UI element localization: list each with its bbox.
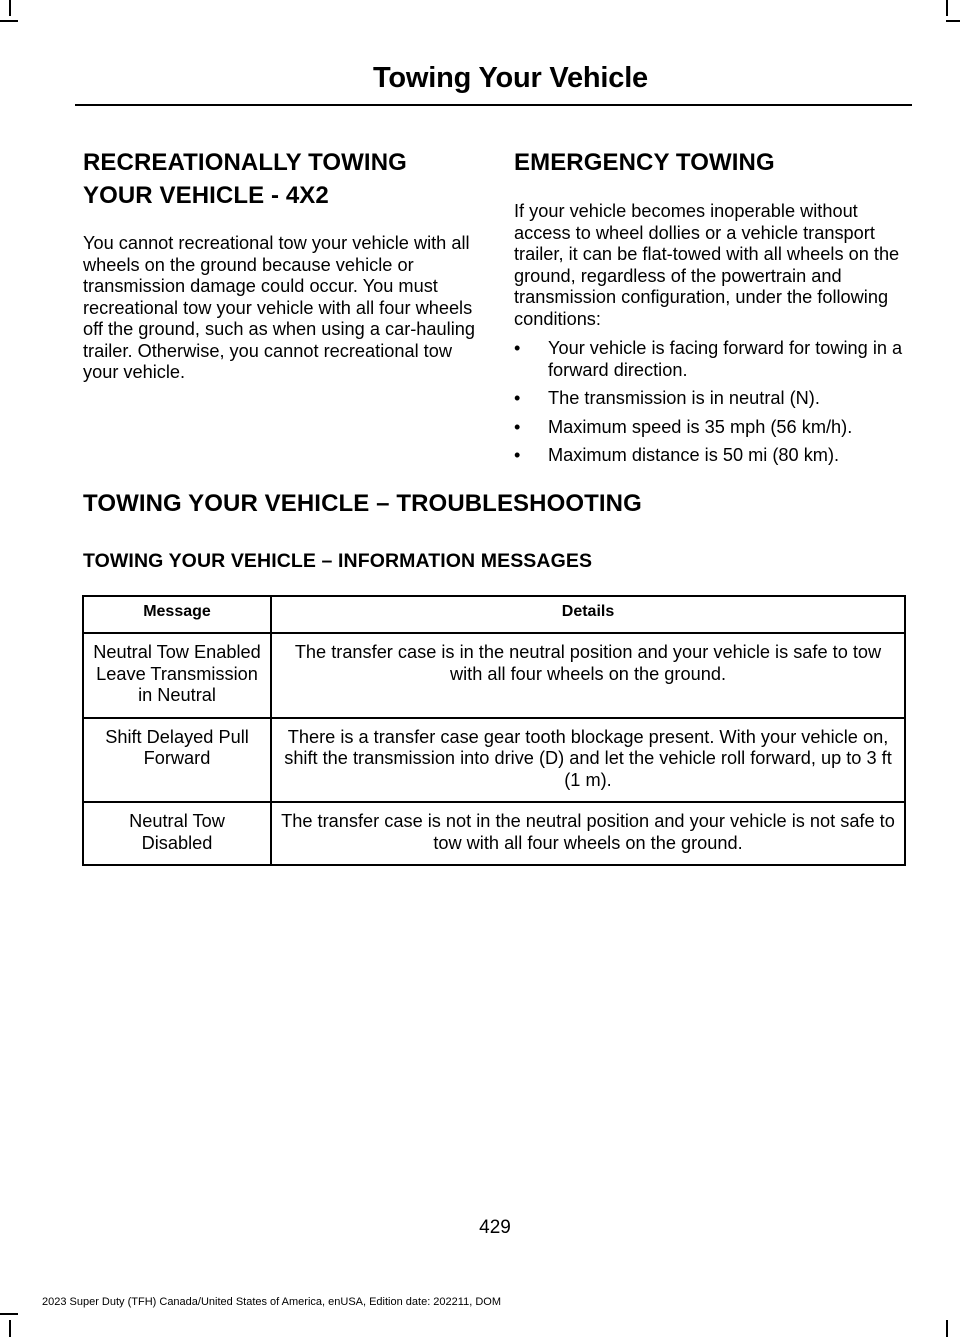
table-header-row: [83, 596, 905, 633]
table-row: [83, 633, 905, 718]
list-item: • Maximum distance is 50 mi (80 km).: [514, 445, 840, 465]
crop-mark: [0, 1313, 18, 1315]
section-paragraph: You cannot recreational tow your vehicle with all wheels on the ground because vehicle or transmission damage could occur. You must recreational tow your vehicle with all four wheels off the ground, such as when using a car-hauling trailer. Otherwise, you cannot recreational tow your vehicle.: [83, 233, 475, 382]
section-recreational-towing: [83, 146, 478, 384]
column-header-details: Details: [271, 596, 905, 633]
heading-line-1: RECREATIONALLY TOWING: [83, 149, 407, 176]
crop-mark: [0, 20, 18, 22]
crop-mark: [9, 1320, 11, 1337]
message-cell: Neutral Tow Disabled: [83, 802, 271, 865]
details-cell: The transfer case is in the neutral position and your vehicle is safe to tow with all four wheels on the ground.: [271, 633, 905, 718]
information-messages-heading: TOWING YOUR VEHICLE – INFORMATION MESSAGES: [83, 550, 593, 572]
information-messages-table: [82, 595, 906, 866]
column-header-message: Message: [83, 596, 271, 633]
list-item: • The transmission is in neutral (N).: [514, 388, 820, 408]
page-header-title: Towing Your Vehicle: [373, 62, 648, 94]
bullet-icon: •: [514, 416, 521, 437]
crop-mark: [9, 0, 11, 16]
details-cell: The transfer case is not in the neutral position and your vehicle is not safe to tow with all four wheels on the ground.: [271, 802, 905, 865]
header-divider: [75, 104, 912, 106]
troubleshooting-heading: TOWING YOUR VEHICLE – TROUBLESHOOTING: [83, 490, 642, 517]
message-cell: Neutral Tow Enabled Leave Transmission in Neutral: [83, 633, 271, 718]
bullet-icon: •: [514, 445, 521, 465]
list-item: • Your vehicle is facing forward for towing in a forward direction.: [514, 338, 903, 380]
crop-mark: [946, 1320, 948, 1337]
section-heading: [83, 146, 478, 212]
page-number: 429: [479, 1217, 511, 1238]
details-cell: There is a transfer case gear tooth blockage present. With your vehicle on, shift the transmission into drive (D) and let the vehicle roll forward, up to 3 ft (1 m).: [271, 718, 905, 803]
bullet-icon: •: [514, 388, 521, 408]
section-paragraph: If your vehicle becomes inoperable without access to wheel dollies or a vehicle transport trailer, it can be flat-towed with all wheels on the ground, regardless of the powertrain and transmission configuration, under the following conditions:: [514, 201, 900, 329]
edition-footer: 2023 Super Duty (TFH) Canada/United States of America, enUSA, Edition date: 202211, DOM: [42, 1296, 501, 1308]
section-heading: EMERGENCY TOWING: [514, 149, 775, 176]
heading-line-2: YOUR VEHICLE - 4X2: [83, 182, 329, 209]
bullet-icon: •: [514, 338, 521, 358]
message-cell: Shift Delayed Pull Forward: [83, 718, 271, 803]
table-row: [83, 802, 905, 865]
crop-mark: [946, 0, 948, 16]
list-item: • Maximum speed is 35 mph (56 km/h).: [514, 416, 853, 437]
crop-mark: [946, 20, 960, 22]
section-emergency-towing: [514, 146, 910, 474]
table-row: [83, 718, 905, 803]
conditions-list: [514, 338, 910, 467]
